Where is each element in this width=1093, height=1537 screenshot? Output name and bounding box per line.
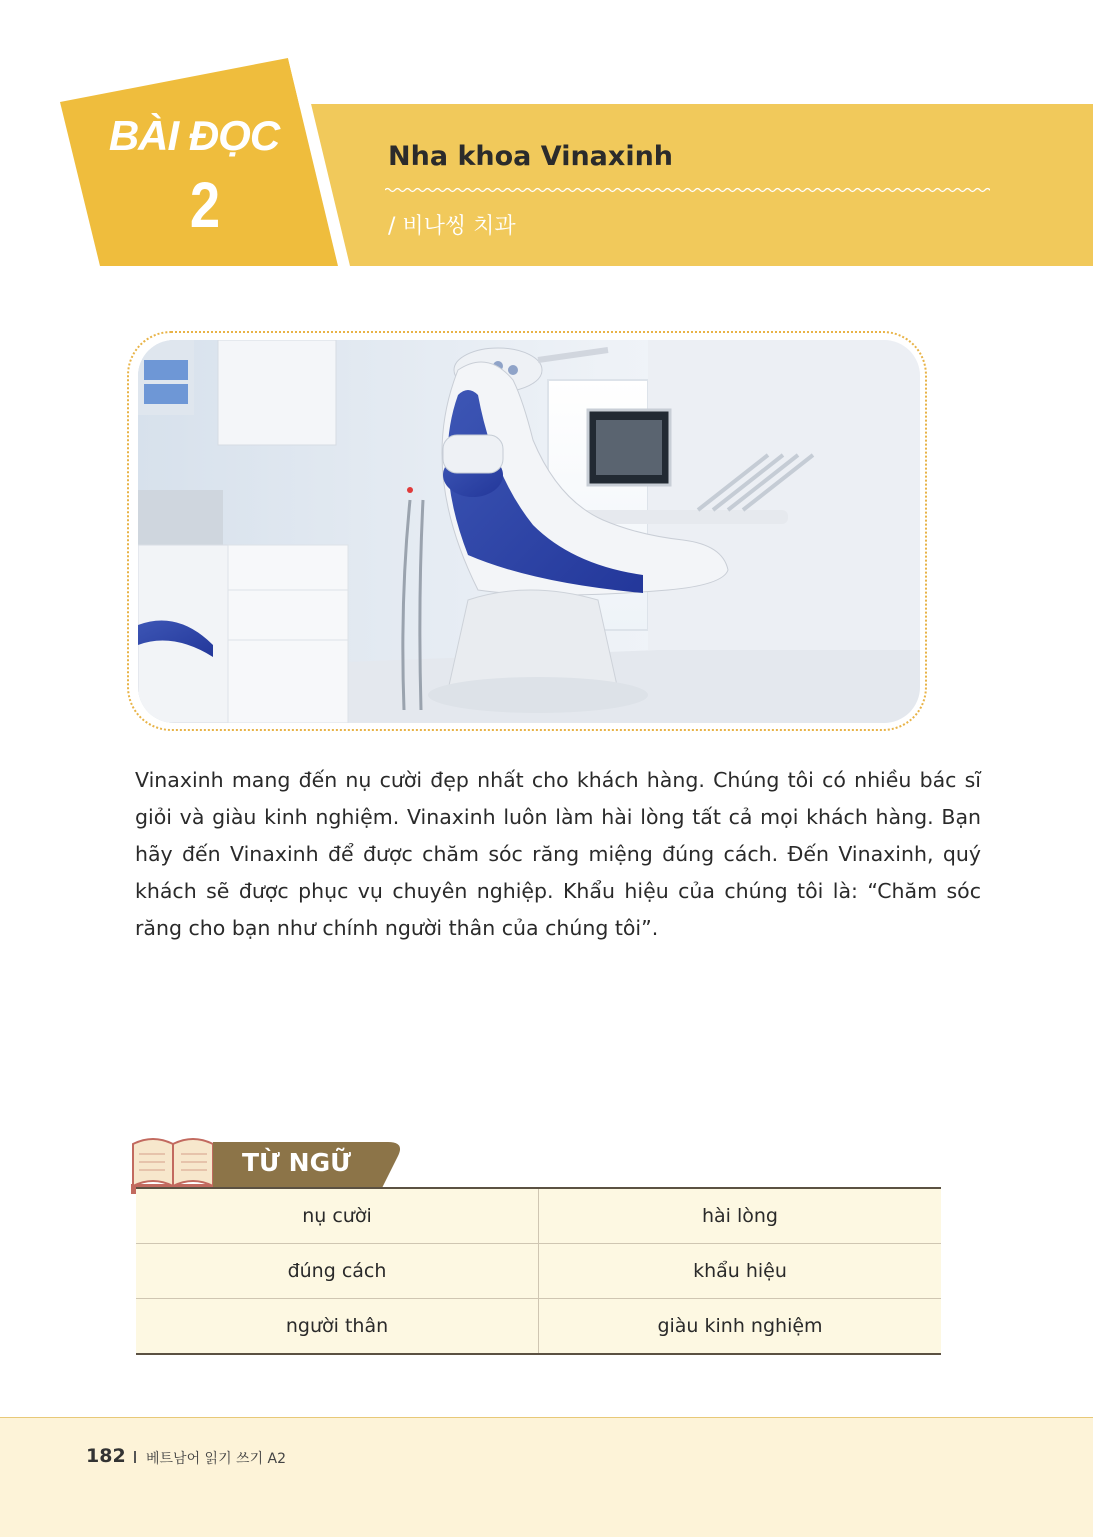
table-row [136,1188,941,1244]
reading-passage: Vinaxinh mang đến nụ cười đẹp nhất cho khách hàng. Chúng tôi có nhiều bác sĩ giỏi và giàu kinh nghiệm. Vinaxinh luôn làm hài lòng tất cả mọi khách hàng. Bạn hãy đến Vinaxinh để được chăm sóc răng miệng đúng cách. Đến Vinaxinh, quý khách sẽ được phục vụ chuyên nghiệp. Khẩu hiệu của chúng tôi là: “Chăm sóc răng cho bạn như chính người thân của chúng tôi”. [135,768,981,940]
vocab-cell: đúng cách [136,1244,539,1299]
lesson-badge-number: 2 [189,169,221,241]
table-row [136,1299,941,1355]
vocab-cell: khẩu hiệu [539,1244,942,1299]
page-number: 182 [86,1445,126,1467]
lesson-badge-label: BÀI ĐỌC [108,112,280,159]
vocabulary-table [136,1187,941,1355]
page-title: Nha khoa Vinaxinh [388,141,674,172]
vocab-cell: người thân [136,1299,539,1355]
header-band [300,104,1093,266]
vocabulary-title: TỪ NGỮ [242,1148,351,1177]
table-row [136,1244,941,1299]
dental-clinic-photo [138,340,920,723]
vocab-cell: hài lòng [539,1188,942,1244]
book-title: 베트남어 읽기 쓰기 A2 [146,1451,287,1467]
vocab-cell: nụ cười [302,1205,372,1227]
title-wavy-divider [385,186,990,194]
page-footer [0,1417,1093,1537]
page-subtitle: / 비나씽 치과 [388,214,516,239]
vocab-cell: giàu kinh nghiệm [539,1299,942,1355]
footer-divider [134,1451,136,1463]
